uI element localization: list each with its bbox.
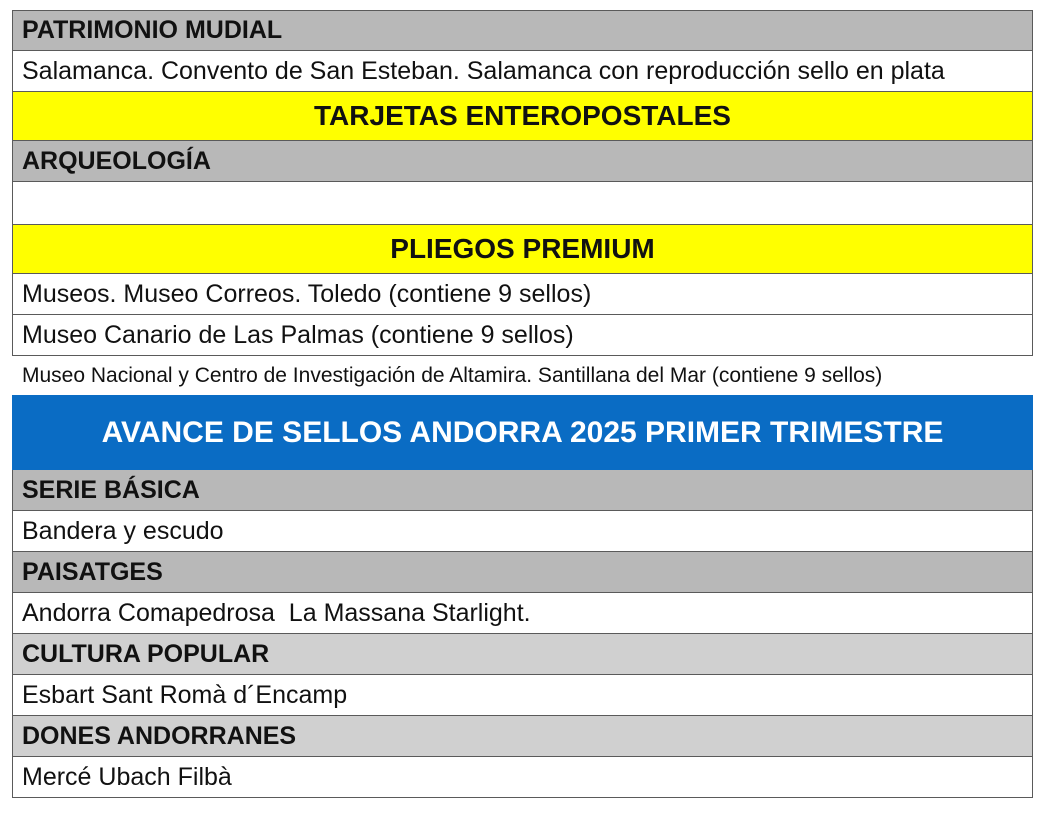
category-label: SERIE BÁSICA — [22, 475, 200, 504]
stamp-listing-table — [12, 10, 1033, 798]
item-row-bandera — [12, 511, 1033, 552]
item-row-comapedrosa — [12, 593, 1033, 634]
banner-tarjetas-enteropostales — [12, 92, 1033, 141]
category-row-dones-andorranes — [12, 716, 1033, 757]
category-label: PAISATGES — [22, 557, 163, 586]
category-label: DONES ANDORRANES — [22, 721, 297, 750]
item-label: Bandera y escudo — [22, 516, 224, 545]
item-altamira-unboxed — [12, 356, 1033, 395]
item-label: Museo Nacional y Centro de Investigación de Altamira. Santillana del Mar (contiene 9 sellos) — [22, 363, 883, 387]
item-row-empty — [12, 182, 1033, 225]
item-label: Salamanca. Convento de San Esteban. Salamanca con reproducción sello en plata — [22, 56, 945, 85]
category-row-serie-basica — [12, 470, 1033, 511]
item-row-esbart — [12, 675, 1033, 716]
item-row-merce-ubach — [12, 757, 1033, 798]
item-label: Museo Canario de Las Palmas (contiene 9 sellos) — [22, 320, 574, 349]
category-row-cultura-popular — [12, 634, 1033, 675]
banner-label: PLIEGOS PREMIUM — [390, 233, 655, 264]
category-row-patrimonio — [12, 10, 1033, 51]
item-label: Andorra Comapedrosa La Massana Starlight. — [22, 598, 531, 627]
banner-andorra-2025 — [12, 395, 1033, 470]
category-label: PATRIMONIO MUDIAL — [22, 16, 283, 44]
item-row-salamanca — [12, 51, 1033, 92]
banner-label: TARJETAS ENTEROPOSTALES — [314, 100, 731, 131]
item-label: Esbart Sant Romà d´Encamp — [22, 680, 348, 709]
item-row-museo-canario — [12, 315, 1033, 356]
item-label: Museos. Museo Correos. Toledo (contiene 9 sellos) — [22, 279, 592, 308]
item-label: Mercé Ubach Filbà — [22, 762, 232, 791]
item-row-museo-correos — [12, 274, 1033, 315]
banner-pliegos-premium — [12, 225, 1033, 274]
category-row-arqueologia — [12, 141, 1033, 182]
category-label: ARQUEOLOGÍA — [22, 146, 211, 175]
banner-label: AVANCE DE SELLOS ANDORRA 2025 PRIMER TRIMESTRE — [101, 415, 944, 449]
category-label: CULTURA POPULAR — [22, 639, 270, 668]
category-row-paisatges — [12, 552, 1033, 593]
